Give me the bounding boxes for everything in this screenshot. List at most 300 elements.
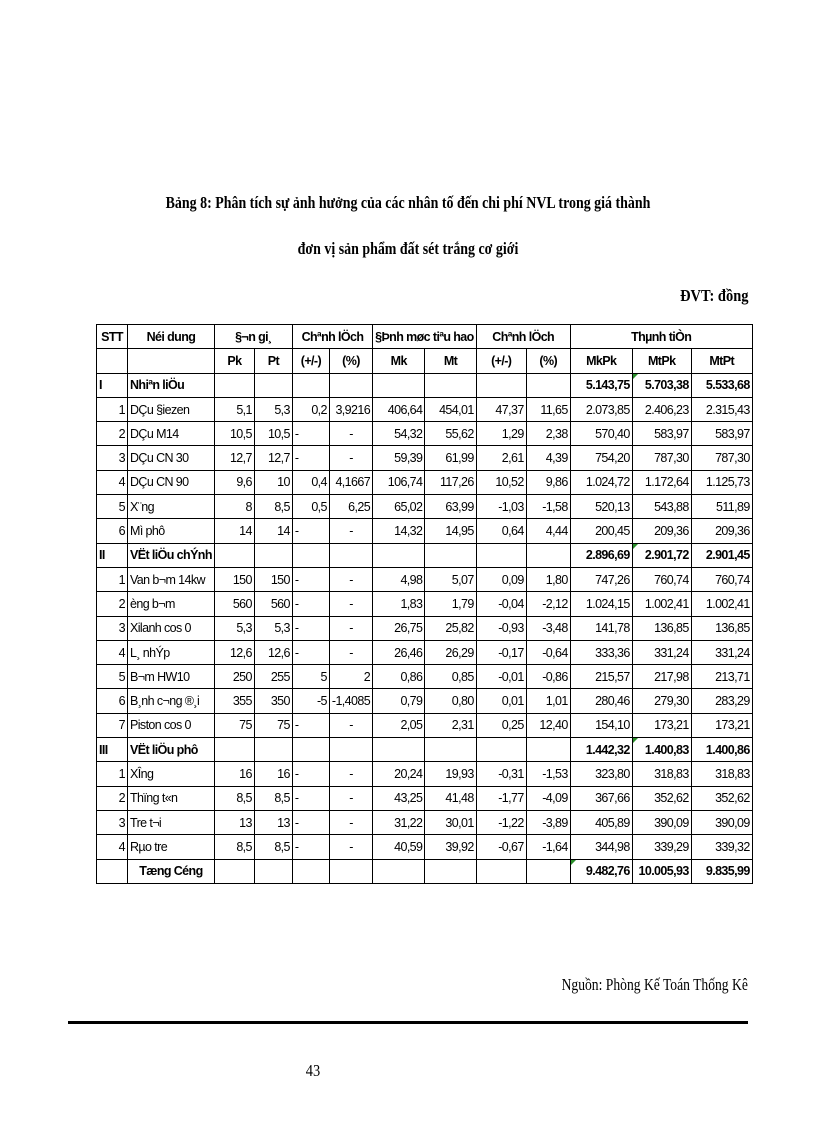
cell-empty — [214, 543, 254, 567]
cell-mtpk: 390,09 — [632, 810, 691, 834]
cell-empty — [292, 373, 329, 397]
cell-mtpk: 173,21 — [632, 713, 691, 737]
cell-pct1: - — [329, 762, 372, 786]
cell-empty — [526, 373, 570, 397]
cell-mtpt: 352,62 — [691, 786, 752, 810]
cell-pt: 255 — [254, 665, 292, 689]
cell-stt: 5 — [97, 495, 128, 519]
cell-pk: 12,7 — [214, 446, 254, 470]
cell-mtpt: 339,32 — [691, 835, 752, 859]
header-pct2: (%) — [526, 349, 570, 373]
cell-mk: 14,32 — [373, 519, 425, 543]
header-plusminus1: (+/-) — [292, 349, 329, 373]
cell-name: Van b¬m 14kw — [128, 567, 215, 591]
table-row — [97, 713, 753, 737]
cell-diff2: 0,25 — [476, 713, 526, 737]
cell-stt: 6 — [97, 519, 128, 543]
cell-stt: 4 — [97, 835, 128, 859]
cell-name: VËt liÖu chÝnh — [128, 543, 215, 567]
cell-mtpt: 5.533,68 — [691, 373, 752, 397]
cell-mk: 26,46 — [373, 640, 425, 664]
header-row-2 — [97, 349, 753, 373]
cell-pct1: - — [329, 713, 372, 737]
cell-mt: 117,26 — [425, 470, 476, 494]
cell-empty — [292, 738, 329, 762]
cell-pk: 150 — [214, 567, 254, 591]
cell-pt: 560 — [254, 592, 292, 616]
cell-pk: 12,6 — [214, 640, 254, 664]
header-pct1: (%) — [329, 349, 372, 373]
header-row-1 — [97, 325, 753, 349]
header-unit-price: §¬n gi¸ — [214, 325, 292, 349]
cell-pct1: 2 — [329, 665, 372, 689]
cell-name: L¸ nhÝp — [128, 640, 215, 664]
cell-mk: 0,86 — [373, 665, 425, 689]
table-row — [97, 689, 753, 713]
cell-mk: 4,98 — [373, 567, 425, 591]
cell-empty — [526, 859, 570, 883]
cell-mk: 20,24 — [373, 762, 425, 786]
cell-empty — [97, 859, 128, 883]
cell-mtpk: 760,74 — [632, 567, 691, 591]
cell-empty — [425, 543, 476, 567]
cell-mk: 40,59 — [373, 835, 425, 859]
table-row — [97, 835, 753, 859]
cell-stt: 1 — [97, 397, 128, 421]
cell-stt: 2 — [97, 422, 128, 446]
cell-mtpt: 511,89 — [691, 495, 752, 519]
cell-mkpk: 520,13 — [570, 495, 632, 519]
header-plusminus2: (+/-) — [476, 349, 526, 373]
cell-name: B¸nh c¬ng ®¸i — [128, 689, 215, 713]
cell-mtpk: 217,98 — [632, 665, 691, 689]
cell-empty — [329, 373, 372, 397]
cell-name: Mì phô — [128, 519, 215, 543]
cell-diff2: 0,64 — [476, 519, 526, 543]
cell-mk: 26,75 — [373, 616, 425, 640]
cell-pt: 8,5 — [254, 786, 292, 810]
cell-pct1: 4,1667 — [329, 470, 372, 494]
cell-mtpk: 339,29 — [632, 835, 691, 859]
cell-diff1: - — [292, 835, 329, 859]
cell-mtpk: 10.005,93 — [632, 859, 691, 883]
cell-pt: 350 — [254, 689, 292, 713]
cell-mtpt: 1.002,41 — [691, 592, 752, 616]
cell-diff2: -0,01 — [476, 665, 526, 689]
header-mkpk: MkPk — [570, 349, 632, 373]
cell-pk: 250 — [214, 665, 254, 689]
cell-pt: 12,7 — [254, 446, 292, 470]
cell-pct1: -1,4085 — [329, 689, 372, 713]
cell-name: DÇu §iezen — [128, 397, 215, 421]
cell-pt: 75 — [254, 713, 292, 737]
cell-mt: 14,95 — [425, 519, 476, 543]
cell-pct2: 12,40 — [526, 713, 570, 737]
cell-pct2: 11,65 — [526, 397, 570, 421]
cell-pct1: - — [329, 422, 372, 446]
cell-stt: 2 — [97, 592, 128, 616]
cell-mt: 454,01 — [425, 397, 476, 421]
cell-pt: 8,5 — [254, 835, 292, 859]
cell-name: Tre t¬i — [128, 810, 215, 834]
cell-name: DÇu CN 90 — [128, 470, 215, 494]
cell-stt: 7 — [97, 713, 128, 737]
cell-mtpk: 1.400,83 — [632, 738, 691, 762]
cell-mkpk: 1.442,32 — [570, 738, 632, 762]
cell-pk: 10,5 — [214, 422, 254, 446]
cell-mk: 31,22 — [373, 810, 425, 834]
table-row — [97, 640, 753, 664]
cell-mtpk: 5.703,38 — [632, 373, 691, 397]
cell-name: Nhiªn liÖu — [128, 373, 215, 397]
cell-mtpt: 390,09 — [691, 810, 752, 834]
cell-diff1: 0,5 — [292, 495, 329, 519]
table-row — [97, 422, 753, 446]
cell-mt: 26,29 — [425, 640, 476, 664]
cell-diff1: 5 — [292, 665, 329, 689]
cell-empty — [292, 859, 329, 883]
table-row — [97, 665, 753, 689]
cell-pt: 13 — [254, 810, 292, 834]
cell-diff1: - — [292, 592, 329, 616]
group-row — [97, 373, 753, 397]
cell-pk: 355 — [214, 689, 254, 713]
cell-name: Tæng Céng — [128, 859, 215, 883]
cell-pk: 13 — [214, 810, 254, 834]
cell-pct2: -2,12 — [526, 592, 570, 616]
cell-mtpt: 318,83 — [691, 762, 752, 786]
cell-pct2: -0,64 — [526, 640, 570, 664]
cell-empty — [425, 859, 476, 883]
cell-empty — [254, 859, 292, 883]
cell-diff2: -1,22 — [476, 810, 526, 834]
cell-diff1: 0,2 — [292, 397, 329, 421]
page-number: 43 — [305, 1061, 321, 1080]
cell-mkpk: 344,98 — [570, 835, 632, 859]
cell-mk: 0,79 — [373, 689, 425, 713]
header-pt: Pt — [254, 349, 292, 373]
cell-diff1: - — [292, 762, 329, 786]
header-content: Néi dung — [128, 325, 215, 349]
cell-pct1: - — [329, 786, 372, 810]
header-mk: Mk — [373, 349, 425, 373]
table-row — [97, 616, 753, 640]
cell-diff2: 2,61 — [476, 446, 526, 470]
cell-diff1: - — [292, 446, 329, 470]
cell-stt: 1 — [97, 762, 128, 786]
cell-pct2: -0,86 — [526, 665, 570, 689]
group-row — [97, 543, 753, 567]
cell-pk: 75 — [214, 713, 254, 737]
cell-pt: 16 — [254, 762, 292, 786]
cell-empty — [254, 373, 292, 397]
cell-mtpk: 787,30 — [632, 446, 691, 470]
cell-pct2: 4,44 — [526, 519, 570, 543]
cell-pct2: 1,80 — [526, 567, 570, 591]
cell-empty — [476, 543, 526, 567]
cell-empty — [254, 738, 292, 762]
cell-pct2: 4,39 — [526, 446, 570, 470]
cell-stt: 3 — [97, 446, 128, 470]
cell-mtpk: 2.406,23 — [632, 397, 691, 421]
cell-name: X¨ng — [128, 495, 215, 519]
cell-stt: III — [97, 738, 128, 762]
cell-pk: 8 — [214, 495, 254, 519]
cell-stt: 1 — [97, 567, 128, 591]
cell-diff1: - — [292, 810, 329, 834]
cell-mkpk: 141,78 — [570, 616, 632, 640]
cell-diff2: 10,52 — [476, 470, 526, 494]
cell-mt: 55,62 — [425, 422, 476, 446]
cell-mtpt: 2.901,45 — [691, 543, 752, 567]
cell-empty — [292, 543, 329, 567]
cell-mt: 39,92 — [425, 835, 476, 859]
header-mtpt: MtPt — [691, 349, 752, 373]
cell-name: Rµo tre — [128, 835, 215, 859]
cell-diff1: -5 — [292, 689, 329, 713]
cell-empty — [373, 373, 425, 397]
cell-diff1: - — [292, 519, 329, 543]
cell-mt: 0,85 — [425, 665, 476, 689]
cell-pct1: - — [329, 592, 372, 616]
cell-diff2: -0,31 — [476, 762, 526, 786]
cell-mt: 5,07 — [425, 567, 476, 591]
cell-diff1: - — [292, 422, 329, 446]
cell-pt: 14 — [254, 519, 292, 543]
cell-pk: 9,6 — [214, 470, 254, 494]
cell-empty — [373, 859, 425, 883]
cell-mtpt: 331,24 — [691, 640, 752, 664]
cell-mk: 106,74 — [373, 470, 425, 494]
cell-mkpk: 280,46 — [570, 689, 632, 713]
cell-diff2: 0,09 — [476, 567, 526, 591]
cell-mtpt: 1.125,73 — [691, 470, 752, 494]
cell-mtpt: 9.835,99 — [691, 859, 752, 883]
cell-mtpt: 583,97 — [691, 422, 752, 446]
cell-mtpt: 787,30 — [691, 446, 752, 470]
table-row — [97, 567, 753, 591]
cell-mkpk: 2.896,69 — [570, 543, 632, 567]
total-row — [97, 859, 753, 883]
cell-pct2: -3,89 — [526, 810, 570, 834]
cell-diff2: -0,04 — [476, 592, 526, 616]
cell-diff2: 47,37 — [476, 397, 526, 421]
cell-diff2: 1,29 — [476, 422, 526, 446]
cell-diff1: 0,4 — [292, 470, 329, 494]
cell-mt: 1,79 — [425, 592, 476, 616]
table-row — [97, 762, 753, 786]
cell-mkpk: 215,57 — [570, 665, 632, 689]
cell-mk: 43,25 — [373, 786, 425, 810]
cell-mtpk: 209,36 — [632, 519, 691, 543]
cell-mtpt: 209,36 — [691, 519, 752, 543]
cost-analysis-table — [96, 324, 753, 884]
cell-mtpt: 173,21 — [691, 713, 752, 737]
cell-pk: 16 — [214, 762, 254, 786]
table-row — [97, 592, 753, 616]
cell-mk: 59,39 — [373, 446, 425, 470]
cell-mtpk: 331,24 — [632, 640, 691, 664]
cell-pct1: - — [329, 446, 372, 470]
cell-mtpk: 136,85 — [632, 616, 691, 640]
cell-mtpt: 2.315,43 — [691, 397, 752, 421]
cell-pct2: 1,01 — [526, 689, 570, 713]
cell-diff1: - — [292, 640, 329, 664]
header-diff2: Chªnh lÖch — [476, 325, 570, 349]
cell-name: DÇu CN 30 — [128, 446, 215, 470]
table-row — [97, 470, 753, 494]
cell-diff2: -1,03 — [476, 495, 526, 519]
cell-pct2: -3,48 — [526, 616, 570, 640]
cell-pt: 150 — [254, 567, 292, 591]
cell-pct1: 3,9216 — [329, 397, 372, 421]
cell-pct2: 2,38 — [526, 422, 570, 446]
cell-mk: 65,02 — [373, 495, 425, 519]
cell-pct1: 6,25 — [329, 495, 372, 519]
cell-pk: 5,1 — [214, 397, 254, 421]
cell-name: Xilanh cos 0 — [128, 616, 215, 640]
cell-mtpt: 760,74 — [691, 567, 752, 591]
cell-mk: 406,64 — [373, 397, 425, 421]
cell-stt: II — [97, 543, 128, 567]
cell-empty — [476, 859, 526, 883]
cell-pt: 10 — [254, 470, 292, 494]
cell-stt: I — [97, 373, 128, 397]
cell-mk: 54,32 — [373, 422, 425, 446]
cell-diff1: - — [292, 786, 329, 810]
cell-empty — [329, 859, 372, 883]
cell-mt: 63,99 — [425, 495, 476, 519]
cell-mtpt: 283,29 — [691, 689, 752, 713]
cell-empty — [214, 373, 254, 397]
cell-mkpk: 1.024,15 — [570, 592, 632, 616]
header-blank-stt — [97, 349, 128, 373]
cell-pk: 560 — [214, 592, 254, 616]
cell-diff1: - — [292, 567, 329, 591]
cell-pct1: - — [329, 567, 372, 591]
cell-mtpt: 213,71 — [691, 665, 752, 689]
cell-name: B¬m HW10 — [128, 665, 215, 689]
cell-mkpk: 754,20 — [570, 446, 632, 470]
table-row — [97, 446, 753, 470]
table-row — [97, 397, 753, 421]
cell-diff1: - — [292, 616, 329, 640]
cell-mkpk: 405,89 — [570, 810, 632, 834]
cell-name: VËt liÖu phô — [128, 738, 215, 762]
cell-mtpk: 543,88 — [632, 495, 691, 519]
cell-pct2: -1,58 — [526, 495, 570, 519]
header-norm: §Þnh møc tiªu hao — [373, 325, 477, 349]
table-title-line2: đơn vị sản phẩm đất sét trắng cơ giới — [297, 239, 519, 258]
cell-mtpt: 1.400,86 — [691, 738, 752, 762]
source-note: Nguồn: Phòng Kế Toán Thống Kê — [561, 975, 748, 994]
cell-mt: 30,01 — [425, 810, 476, 834]
cell-mkpk: 367,66 — [570, 786, 632, 810]
cell-name: XÎng — [128, 762, 215, 786]
cell-mkpk: 9.482,76 — [570, 859, 632, 883]
cell-pk: 8,5 — [214, 786, 254, 810]
cell-stt: 3 — [97, 810, 128, 834]
cell-stt: 3 — [97, 616, 128, 640]
unit-label: ĐVT: đồng — [679, 286, 748, 305]
cell-mtpk: 318,83 — [632, 762, 691, 786]
cell-mkpk: 154,10 — [570, 713, 632, 737]
cell-diff2: -0,17 — [476, 640, 526, 664]
cell-mkpk: 570,40 — [570, 422, 632, 446]
cell-name: Piston cos 0 — [128, 713, 215, 737]
cell-name: èng b¬m — [128, 592, 215, 616]
cell-diff1: - — [292, 713, 329, 737]
cell-mk: 1,83 — [373, 592, 425, 616]
cell-name: Thïng t«n — [128, 786, 215, 810]
table-title-line1: Bảng 8: Phân tích sự ảnh hưởng của các nhân tố đến chi phí NVL trong giá thành — [165, 193, 651, 212]
cell-empty — [425, 373, 476, 397]
cell-pt: 5,3 — [254, 397, 292, 421]
cell-empty — [373, 738, 425, 762]
cell-empty — [373, 543, 425, 567]
cell-pct1: - — [329, 640, 372, 664]
header-amount: Thµnh tiÒn — [570, 325, 752, 349]
cell-stt: 6 — [97, 689, 128, 713]
cell-pk: 5,3 — [214, 616, 254, 640]
cell-pct1: - — [329, 810, 372, 834]
cell-mkpk: 747,26 — [570, 567, 632, 591]
cell-mkpk: 200,45 — [570, 519, 632, 543]
cell-empty — [329, 543, 372, 567]
cell-empty — [476, 373, 526, 397]
cell-pt: 12,6 — [254, 640, 292, 664]
cell-empty — [329, 738, 372, 762]
cell-empty — [476, 738, 526, 762]
cell-pt: 8,5 — [254, 495, 292, 519]
cell-mt: 0,80 — [425, 689, 476, 713]
cell-mtpk: 2.901,72 — [632, 543, 691, 567]
cell-diff2: 0,01 — [476, 689, 526, 713]
cell-mkpk: 2.073,85 — [570, 397, 632, 421]
cell-mtpk: 1.172,64 — [632, 470, 691, 494]
header-mt: Mt — [425, 349, 476, 373]
cell-mtpk: 1.002,41 — [632, 592, 691, 616]
cell-pct2: 9,86 — [526, 470, 570, 494]
header-stt: STT — [97, 325, 128, 349]
cell-mt: 25,82 — [425, 616, 476, 640]
cell-mkpk: 323,80 — [570, 762, 632, 786]
cell-name: DÇu M14 — [128, 422, 215, 446]
table-row — [97, 810, 753, 834]
cell-stt: 4 — [97, 470, 128, 494]
cell-pct1: - — [329, 835, 372, 859]
footer-rule — [68, 1021, 748, 1024]
cell-stt: 4 — [97, 640, 128, 664]
header-mtpk: MtPk — [632, 349, 691, 373]
cell-mtpk: 583,97 — [632, 422, 691, 446]
cell-mt: 19,93 — [425, 762, 476, 786]
cell-mtpt: 136,85 — [691, 616, 752, 640]
cell-mt: 2,31 — [425, 713, 476, 737]
group-row — [97, 738, 753, 762]
table-row — [97, 786, 753, 810]
cell-pct2: -4,09 — [526, 786, 570, 810]
cell-pct2: -1,64 — [526, 835, 570, 859]
cell-mkpk: 1.024,72 — [570, 470, 632, 494]
cell-stt: 2 — [97, 786, 128, 810]
cell-pt: 10,5 — [254, 422, 292, 446]
table-row — [97, 519, 753, 543]
cell-diff2: -1,77 — [476, 786, 526, 810]
cell-empty — [214, 738, 254, 762]
cell-diff2: -0,67 — [476, 835, 526, 859]
cell-stt: 5 — [97, 665, 128, 689]
